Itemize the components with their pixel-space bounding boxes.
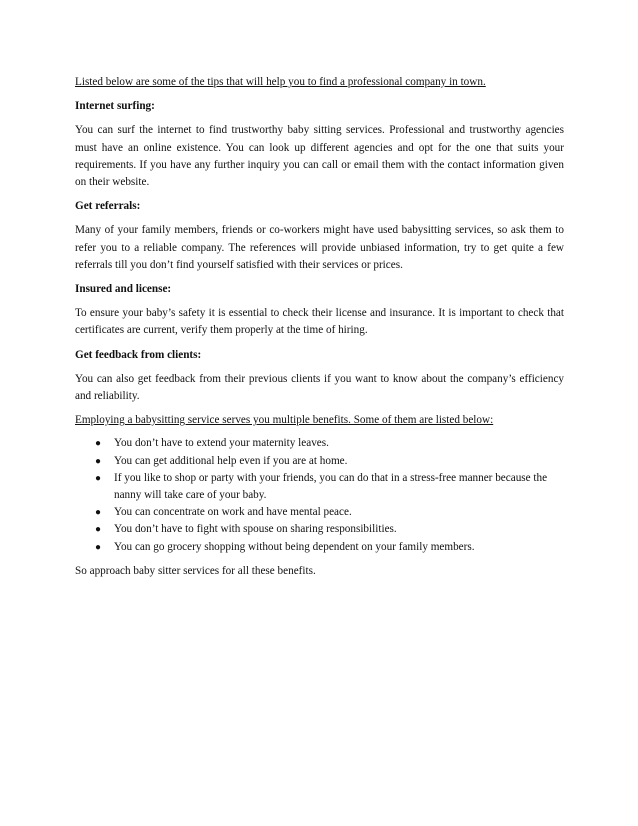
list-item-text: If you like to shop or party with your friends, you can do that in a stress-free manner because the nanny will take care of your baby. (114, 471, 548, 502)
intro-text: Listed below are some of the tips that will help you to find a professional company in town. (75, 76, 486, 88)
list-item-text: You can concentrate on work and have mental peace. (114, 506, 352, 519)
list-item (95, 470, 564, 504)
list-item-text: You don’t have to fight with spouse on sharing responsibilities. (114, 523, 397, 536)
list-item (95, 453, 564, 470)
benefits-intro: Employing a babysitting service serves you multiple benefits. Some of them are listed below: (75, 414, 494, 427)
section-body-get-referrals: Many of your family members, friends or co-workers might have used babysitting services, so ask them to refer you to a reliable company. The references will provide unbiased information, try to get quite a few referrals till you don’t find yourself satisfied with their services or prices. (75, 224, 564, 271)
list-item-text: You can get additional help even if you are at home. (114, 454, 348, 467)
section-body-feedback: You can also get feedback from their previous clients if you want to know about the company’s efficiency and reliability. (75, 372, 564, 403)
list-item (95, 521, 564, 538)
list-item (95, 435, 564, 452)
benefits-list (75, 435, 564, 555)
section-body-insured-license: To ensure your baby’s safety it is essential to check their license and insurance. It is important to check that certificates are current, verify them properly at the time of hiring. (75, 307, 564, 337)
closing-text: So approach baby sitter services for all these benefits. (75, 564, 316, 577)
section-heading-insured-license: Insured and license: (75, 283, 172, 296)
bullet-icon: ● (95, 455, 102, 467)
bullet-icon: ● (95, 472, 102, 484)
bullet-icon: ● (95, 507, 102, 519)
bullet-icon: ● (95, 438, 102, 450)
list-item-text: You don’t have to extend your maternity leaves. (114, 437, 329, 450)
bullet-icon: ● (95, 541, 102, 553)
section-heading-feedback: Get feedback from clients: (75, 348, 202, 361)
section-heading-internet-surfing: Internet surfing: (75, 100, 155, 113)
list-item-text: You can go grocery shopping without being dependent on your family members. (114, 540, 475, 553)
bullet-icon: ● (95, 524, 102, 536)
list-item (95, 504, 564, 521)
section-body-internet-surfing: You can surf the internet to find trustworthy baby sitting services. Professional and trustworthy agencies must have an online existence. You can look up different agencies and opt for the one that suits your requirements. If you have any further inquiry you can call or email them with the contact information given on their website. (75, 124, 564, 189)
list-item (95, 539, 564, 556)
section-heading-get-referrals: Get referrals: (75, 200, 141, 213)
